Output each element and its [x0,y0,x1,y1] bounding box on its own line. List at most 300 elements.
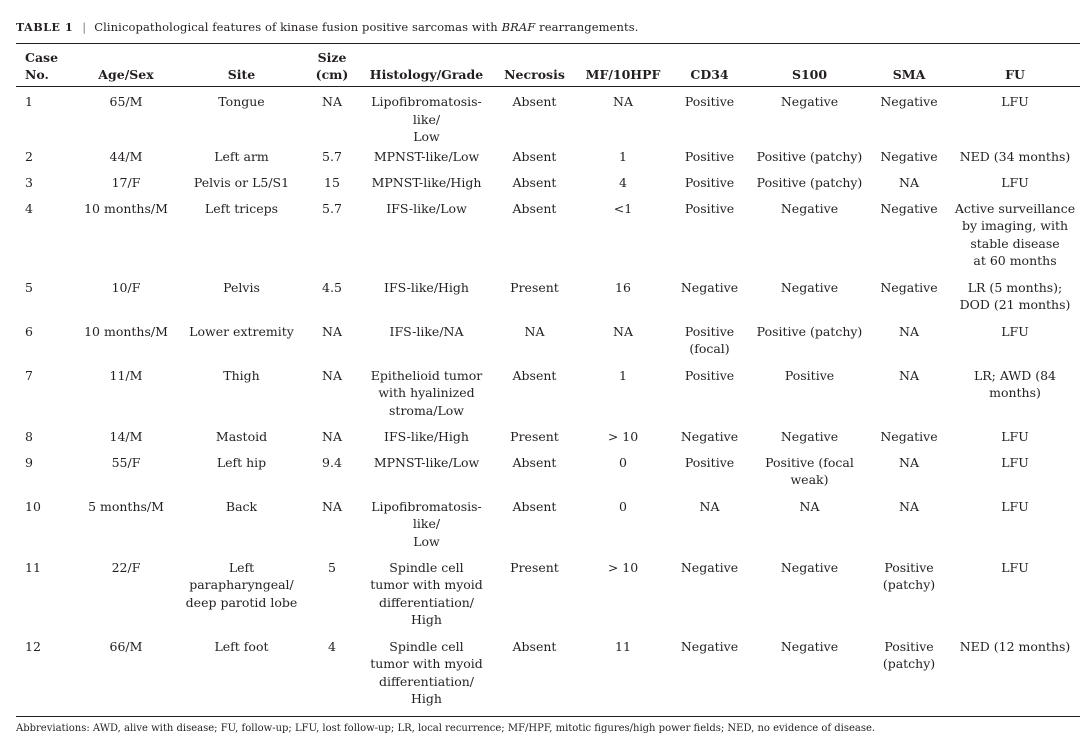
cell-text: Negative [780,94,839,109]
column-header-text: S100 [791,67,828,82]
column-header-text: FU [1005,67,1025,82]
column-header-text: No. [25,67,49,82]
cell-text: Epithelioid tumor [370,367,483,383]
cell-text: Spindle cell [389,559,464,575]
cell-mf-10hpf [578,174,668,200]
cell-text: 4 [328,638,336,654]
cell-text: Active surveillance [954,200,1076,216]
cell-text: NA [899,367,919,383]
cell-text: LFU [1001,323,1029,339]
cell-s100 [751,148,868,174]
cell-text: Left hip [216,454,267,470]
cell-histology-grade [362,367,491,428]
cell-text: LFU [1001,94,1029,109]
cell-histology-grade [362,498,491,559]
cell-sma [868,428,950,454]
cell-size [302,87,362,148]
cell-necrosis [491,279,578,323]
table-row [16,174,1080,200]
cell-text: Absent [512,498,557,514]
cell-histology-grade [362,87,491,148]
cell-text: Positive (patchy) [756,323,863,339]
cell-text: LFU [1001,559,1029,575]
cell-size [302,559,362,638]
cell-text: like/ [412,516,441,531]
cell-text: IFS-like/High [384,428,469,444]
cell-text: by imaging, with [961,218,1069,233]
cell-site [181,279,302,323]
cell-text: NED (34 months) [959,148,1071,164]
table-row [16,454,1080,498]
cell-text: Left triceps [204,200,279,216]
table-row [16,87,1080,148]
cell-age-sex [71,498,181,559]
cell-text: NA [322,323,342,339]
cell-site [181,638,302,717]
cell-size [302,323,362,367]
cell-size [302,174,362,200]
cell-necrosis [491,367,578,428]
column-header-text: (cm) [315,67,349,82]
cell-histology-grade [362,174,491,200]
cell-text: 5 months/M [88,498,164,514]
cell-text: 5 [328,559,336,575]
cell-size [302,200,362,279]
cell-text: Present [510,279,559,295]
cell-text: 22/F [111,559,141,575]
cell-text: Positive [684,174,735,190]
cell-text: (focal) [689,341,730,356]
cell-s100 [751,428,868,454]
cell-text: 7 [25,367,33,383]
cell-s100 [751,279,868,323]
cell-text: tumor with myoid [370,577,483,592]
cell-text: Absent [512,200,557,216]
cell-text: Left [228,559,255,575]
cell-necrosis [491,323,578,367]
column-header-size [302,44,362,87]
cell-mf-10hpf [578,498,668,559]
cell-text: differentiation/ [379,594,474,610]
cell-text: Absent [512,454,557,470]
cell-mf-10hpf [578,323,668,367]
caption-text-end: rearrangements. [539,20,639,34]
cell-text: tumor with myoid [370,656,483,671]
cell-text: Positive [684,148,735,164]
cell-size [302,498,362,559]
column-header-case-no [16,44,71,87]
cell-necrosis [491,148,578,174]
cell-text: 0 [619,498,627,514]
cell-s100 [751,559,868,638]
cell-fu [950,454,1080,498]
cell-site [181,559,302,638]
cell-cd34 [668,428,751,454]
table-row [16,498,1080,559]
cell-histology-grade [362,148,491,174]
cell-text: 11 [25,559,41,575]
cell-case-no [16,559,71,638]
cell-text: Positive (focal [765,454,854,470]
cell-text: 6 [25,323,33,339]
cell-age-sex [71,148,181,174]
cell-s100 [751,200,868,279]
column-header-fu [950,44,1080,87]
cell-text: High [411,691,442,706]
cell-sma [868,279,950,323]
table-footnote: Abbreviations: AWD, alive with disease; FU, follow-up; LFU, lost follow-up; LR, local recurrence; MF/HPF, mitotic figures/high power fields; NED, no evidence of disease. [16,723,876,734]
cell-cd34 [668,559,751,638]
column-header-text: Histology/Grade [369,67,484,82]
cell-fu [950,498,1080,559]
cell-text: Negative [680,279,739,295]
cell-text: NA [613,94,633,109]
cell-site [181,323,302,367]
cell-size [302,638,362,717]
cell-text: 5 [25,279,33,295]
cell-text: NA [899,174,919,190]
cell-size [302,367,362,428]
cell-histology-grade [362,559,491,638]
cell-histology-grade [362,200,491,279]
cell-text: Mastoid [215,428,268,444]
cell-text: LR (5 months); [967,279,1063,295]
cell-sma [868,323,950,367]
cell-text: NA [699,498,720,514]
cell-text: like/ [412,111,441,127]
cell-text: 14/M [109,428,143,444]
cell-fu [950,367,1080,428]
cell-text: 10 months/M [84,200,168,216]
cell-histology-grade [362,638,491,717]
cell-text: NA [613,323,633,339]
cell-cd34 [668,367,751,428]
cell-text: NA [322,498,342,514]
table-row [16,148,1080,174]
cell-text: 9 [25,454,33,470]
cell-text: Positive [884,638,934,654]
cell-text: with hyalinized [378,385,475,400]
cell-fu [950,174,1080,200]
cell-age-sex [71,367,181,428]
cell-text: 10 months/M [84,323,168,339]
header-row [16,44,1080,87]
cell-text: Absent [512,638,557,654]
column-header-mf-10hpf [578,44,668,87]
cell-age-sex [71,454,181,498]
cell-text: LFU [1001,174,1029,190]
cell-case-no [16,428,71,454]
cell-text: 10/F [111,279,141,295]
cell-sma [868,367,950,428]
cell-text: 11/M [109,367,143,383]
cell-cd34 [668,87,751,148]
cell-case-no [16,87,71,148]
cell-case-no [16,174,71,200]
cell-text: Positive [684,200,735,216]
cell-text: differentiation/ [379,673,474,689]
cell-necrosis [491,200,578,279]
column-header-s100 [751,44,868,87]
cell-text: <1 [613,200,633,216]
cell-text: MPNST-like/High [371,174,482,190]
cell-sma [868,559,950,638]
cell-text: Absent [512,148,557,164]
cell-age-sex [71,279,181,323]
cell-s100 [751,174,868,200]
cell-cd34 [668,498,751,559]
column-header-text: Size [317,50,347,65]
table-row [16,559,1080,638]
cell-text: Absent [512,367,557,383]
cell-sma [868,174,950,200]
cell-histology-grade [362,323,491,367]
cell-text: NA [322,428,342,444]
cell-text: 55/F [111,454,141,470]
cell-mf-10hpf [578,559,668,638]
cell-text: LFU [1001,498,1029,514]
column-header-text: Age/Sex [98,67,154,82]
cell-fu [950,428,1080,454]
cell-site [181,454,302,498]
cell-size [302,428,362,454]
cell-text: Negative [780,200,839,216]
cell-case-no [16,638,71,717]
cell-text: IFS-like/Low [386,200,467,216]
caption-separator: | [82,20,87,34]
cell-text: Back [225,498,258,514]
cell-cd34 [668,148,751,174]
cell-cd34 [668,279,751,323]
cell-cd34 [668,174,751,200]
cell-histology-grade [362,428,491,454]
cell-necrosis [491,87,578,148]
cell-fu [950,148,1080,174]
cell-text: 2 [25,148,33,164]
cell-text: Negative [880,148,938,164]
cell-text: Tongue [218,94,265,109]
cell-text: (patchy) [882,656,936,671]
cell-cd34 [668,323,751,367]
cell-text: Positive (patchy) [756,148,863,164]
cell-text: 5.7 [322,148,342,164]
cell-case-no [16,200,71,279]
cell-text: Thigh [223,367,260,383]
cell-text: 4 [619,174,627,190]
cell-text: NA [899,454,919,470]
cell-s100 [751,323,868,367]
cell-text: 0 [619,454,627,470]
cell-sma [868,498,950,559]
cell-necrosis [491,638,578,717]
cell-text: MPNST-like/Low [373,148,480,164]
caption-text: Clinicopathological features of kinase fusion positive sarcomas with [94,20,498,34]
cell-s100 [751,638,868,717]
cell-text: Lower extremity [189,323,294,339]
table-label: TABLE 1 [16,21,74,34]
cell-text: Negative [880,279,938,295]
cell-text: Negative [780,559,839,575]
cell-size [302,148,362,174]
cell-text: 11 [615,638,631,654]
cell-text: Negative [680,428,739,444]
cell-fu [950,638,1080,717]
cell-text: Low [413,129,440,144]
cell-text: Spindle cell [389,638,464,654]
cell-text: Lipofibromatosis- [371,498,482,514]
cell-text: 8 [25,428,33,444]
cell-sma [868,200,950,279]
cell-text: Positive [784,367,835,383]
cell-text: NA [899,498,919,514]
cell-text: Negative [680,638,739,654]
cell-text: > 10 [607,559,639,575]
cell-text: stroma/Low [389,402,464,418]
cell-text: Left foot [214,638,269,654]
cell-text: (patchy) [882,577,936,592]
column-header-cd34 [668,44,751,87]
cell-text: LFU [1001,428,1029,444]
cell-s100 [751,498,868,559]
cell-text: Present [510,559,559,575]
column-header-text: Necrosis [504,67,565,82]
cell-case-no [16,367,71,428]
cell-text: Negative [880,200,938,216]
cell-text: 16 [615,279,631,295]
cell-text: 17/F [111,174,141,190]
cell-text: Negative [880,94,938,109]
cell-sma [868,87,950,148]
cell-text: Negative [680,559,739,575]
cell-text: 3 [25,174,33,190]
column-header-necrosis [491,44,578,87]
cell-text: 15 [324,174,340,190]
cell-cd34 [668,454,751,498]
cell-text: 65/M [109,94,143,109]
cell-age-sex [71,323,181,367]
cell-text: 9.4 [322,454,342,470]
cell-text: 4 [25,200,33,216]
cell-text: NA [322,94,342,109]
cell-text: months) [989,385,1041,400]
cell-fu [950,87,1080,148]
cell-age-sex [71,428,181,454]
table-row [16,200,1080,279]
column-header-sma [868,44,950,87]
cell-mf-10hpf [578,454,668,498]
table-row [16,367,1080,428]
cell-text: Low [413,533,440,549]
cell-text: Negative [780,428,839,444]
cell-text: MPNST-like/Low [373,454,480,470]
column-header-site [181,44,302,87]
cell-text: parapharyngeal/ [189,577,294,592]
cell-histology-grade [362,279,491,323]
cell-fu [950,559,1080,638]
cell-fu [950,323,1080,367]
cell-text: Positive [684,323,735,339]
data-table [16,43,1080,717]
table-caption [16,20,639,34]
table-row [16,428,1080,454]
table-row [16,323,1080,367]
cell-necrosis [491,454,578,498]
cell-site [181,148,302,174]
cell-text: weak) [790,472,829,487]
column-header-text: MF/10HPF [585,67,661,82]
column-header-histology-grade [362,44,491,87]
cell-text: NA [799,498,820,514]
cell-mf-10hpf [578,638,668,717]
cell-necrosis [491,559,578,638]
cell-sma [868,454,950,498]
cell-sma [868,638,950,717]
cell-fu [950,279,1080,323]
cell-age-sex [71,87,181,148]
cell-size [302,279,362,323]
cell-text: 1 [25,94,33,109]
cell-age-sex [71,174,181,200]
cell-site [181,87,302,148]
cell-text: 44/M [109,148,143,164]
cell-text: High [411,612,442,627]
column-header-text: Site [227,67,256,82]
cell-text: LFU [1001,454,1029,470]
cell-text: Left arm [214,148,269,164]
column-header-text: CD34 [690,67,729,82]
table-row [16,279,1080,323]
cell-sma [868,148,950,174]
cell-cd34 [668,200,751,279]
cell-age-sex [71,638,181,717]
cell-text: IFS-like/NA [389,323,464,339]
cell-mf-10hpf [578,87,668,148]
cell-text: Negative [780,279,839,295]
cell-text: 5.7 [322,200,342,216]
column-header-text: Case [25,50,59,65]
cell-mf-10hpf [578,279,668,323]
cell-text: 1 [619,367,627,383]
cell-text: Pelvis or L5/S1 [193,174,290,190]
cell-text: stable disease [970,235,1060,251]
cell-age-sex [71,200,181,279]
cell-case-no [16,323,71,367]
cell-text: Positive [684,94,735,109]
cell-site [181,367,302,428]
cell-site [181,428,302,454]
cell-text: Absent [512,174,557,190]
cell-text: Positive (patchy) [756,174,863,190]
cell-text: 10 [25,498,41,514]
cell-case-no [16,148,71,174]
cell-text: IFS-like/High [384,279,469,295]
cell-case-no [16,454,71,498]
cell-fu [950,200,1080,279]
cell-text: at 60 months [973,253,1057,268]
cell-text: Lipofibromatosis- [371,94,482,109]
cell-case-no [16,498,71,559]
cell-text: Positive [684,367,735,383]
cell-text: 66/M [109,638,143,654]
table-row [16,638,1080,717]
cell-mf-10hpf [578,428,668,454]
cell-text: NA [322,367,342,383]
cell-text: NA [899,323,919,339]
column-header-age-sex [71,44,181,87]
cell-text: 4.5 [322,279,342,295]
cell-age-sex [71,559,181,638]
cell-text: NED (12 months) [959,638,1071,654]
